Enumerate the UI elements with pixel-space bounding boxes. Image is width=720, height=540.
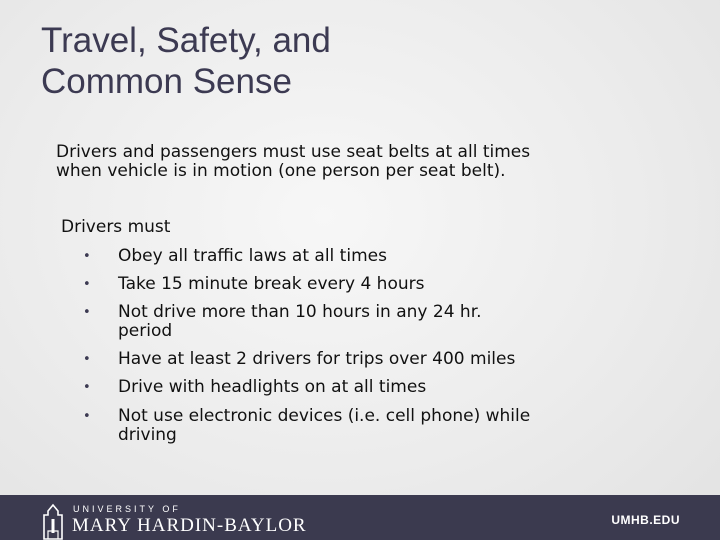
list-item-line-1: Drive with headlights on at all times	[118, 377, 427, 397]
logo-university-of: UNIVERSITY OF	[73, 504, 181, 514]
intro-line-2: when vehicle is in motion (one person per seat belt).	[56, 161, 506, 181]
bullet-icon: •	[83, 305, 91, 320]
drivers-must-label: Drivers must	[61, 217, 171, 237]
list-item-text	[118, 407, 578, 445]
logo-university-name: MARY HARDIN-BAYLOR	[72, 515, 307, 536]
list-item-line-1: Not drive more than 10 hours in any 24 hr.	[118, 302, 482, 322]
list-item-text	[118, 275, 578, 294]
list-item-text	[118, 303, 578, 341]
intro-paragraph	[56, 143, 576, 181]
website-url[interactable]: UMHB.EDU	[611, 513, 680, 527]
university-crest-icon	[40, 503, 66, 540]
footer-bar	[0, 495, 720, 540]
bullet-icon: •	[83, 277, 91, 292]
list-item-line-2: driving	[118, 425, 177, 445]
list-item-text	[118, 247, 578, 266]
list-item-line-1: Not use electronic devices (i.e. cell phone) while	[118, 406, 531, 426]
list-item-line-1: Have at least 2 drivers for trips over 400 miles	[118, 349, 516, 369]
intro-line-1: Drivers and passengers must use seat belts at all times	[56, 142, 531, 162]
list-item-text	[118, 350, 578, 369]
list-item-line-1: Obey all traffic laws at all times	[118, 246, 387, 266]
bullet-icon: •	[83, 409, 91, 424]
slide-title-line-1: Travel, Safety, and	[41, 21, 331, 60]
list-item-text	[118, 378, 578, 397]
list-item-line-1: Take 15 minute break every 4 hours	[118, 274, 425, 294]
slide-title	[41, 20, 641, 102]
list-item-line-2: period	[118, 321, 173, 341]
bullet-icon: •	[83, 249, 91, 264]
bullet-icon: •	[83, 352, 91, 367]
bullet-icon: •	[83, 380, 91, 395]
slide-title-line-2: Common Sense	[41, 62, 292, 101]
